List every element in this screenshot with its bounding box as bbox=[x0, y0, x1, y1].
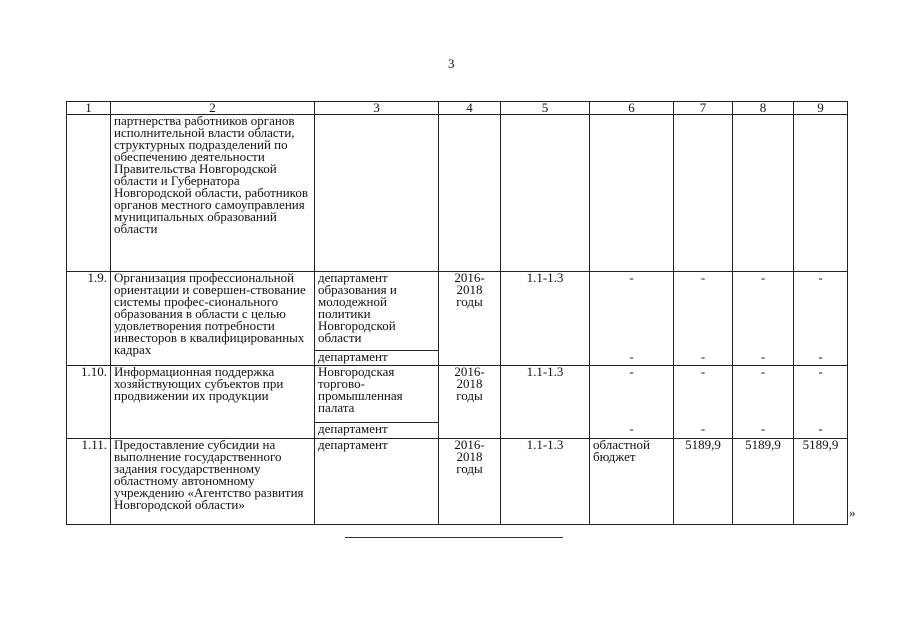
funding-source: областной бюджет bbox=[590, 439, 674, 525]
col-header-1: 1 bbox=[67, 102, 111, 115]
value-2016: - bbox=[674, 423, 733, 439]
activity-text: Организация профессиональной ориентации и совершен-ствование системы профес-сионального образования в области с целью удовлетворения потребности инвесторов в квалифицированных кадрах bbox=[111, 272, 315, 366]
col-header-2: 2 bbox=[111, 102, 315, 115]
indicators: 1.1-1.3 bbox=[501, 272, 590, 366]
executor: департамент bbox=[315, 423, 439, 439]
table-row-1-10 bbox=[67, 366, 848, 423]
funding-source: - bbox=[590, 423, 674, 439]
funding-source: - bbox=[590, 366, 674, 423]
value-2016: - bbox=[674, 351, 733, 366]
value-2016: 5189,9 bbox=[674, 439, 733, 525]
activity-text: Информационная поддержка хозяйствующих субъектов при продвижении их продукции bbox=[111, 366, 315, 439]
table-row-1-9 bbox=[67, 272, 848, 351]
col-header-9: 9 bbox=[794, 102, 848, 115]
program-activities-table bbox=[66, 101, 848, 525]
value-2017: - bbox=[733, 351, 794, 366]
indicators: 1.1-1.3 bbox=[501, 366, 590, 439]
row-number: 1.9. bbox=[67, 272, 111, 366]
value-2017: 5189,9 bbox=[733, 439, 794, 525]
activity-text: партнерства работников органов исполнительной власти области, структурных подразделений по обеспечению деятельности Правительства Новгородской области и Губернатора Новгородской области, работников органов местного самоуправления муниципальных образований области bbox=[111, 115, 315, 272]
funding-source: - bbox=[590, 272, 674, 351]
value-2018: 5189,9 bbox=[794, 439, 848, 525]
table-row-continuation bbox=[67, 115, 848, 272]
value-2018: - bbox=[794, 423, 848, 439]
funding-source: - bbox=[590, 351, 674, 366]
row-number: 1.10. bbox=[67, 366, 111, 439]
activity-text: Предоставление субсидии на выполнение государственного задания государственному областному автономному учреждению «Агентство развития Новгородской области» bbox=[111, 439, 315, 525]
col-header-3: 3 bbox=[315, 102, 439, 115]
value-2018: - bbox=[794, 272, 848, 351]
executor: департамент bbox=[315, 351, 439, 366]
col-header-8: 8 bbox=[733, 102, 794, 115]
years: 2016-2018 годы bbox=[439, 272, 501, 366]
end-separator-line bbox=[345, 537, 563, 538]
value-2018: - bbox=[794, 366, 848, 423]
value-2017: - bbox=[733, 272, 794, 351]
col-header-5: 5 bbox=[501, 102, 590, 115]
row-number: 1.11. bbox=[67, 439, 111, 525]
value-2016: - bbox=[674, 366, 733, 423]
years: 2016-2018 годы bbox=[439, 366, 501, 439]
col-header-4: 4 bbox=[439, 102, 501, 115]
value-2017: - bbox=[733, 423, 794, 439]
col-header-6: 6 bbox=[590, 102, 674, 115]
years: 2016-2018 годы bbox=[439, 439, 501, 525]
table-row-1-11 bbox=[67, 439, 848, 525]
value-2016: - bbox=[674, 272, 733, 351]
indicators: 1.1-1.3 bbox=[501, 439, 590, 525]
value-2017: - bbox=[733, 366, 794, 423]
value-2018: - bbox=[794, 351, 848, 366]
closing-quote-mark: » bbox=[849, 505, 856, 520]
col-header-7: 7 bbox=[674, 102, 733, 115]
page-number: 3 bbox=[448, 56, 455, 71]
executor: департамент образования и молодежной политики Новгородской области bbox=[315, 272, 439, 351]
executor: департамент bbox=[315, 439, 439, 525]
executor: Новгородская торгово-промышленная палата bbox=[315, 366, 439, 423]
